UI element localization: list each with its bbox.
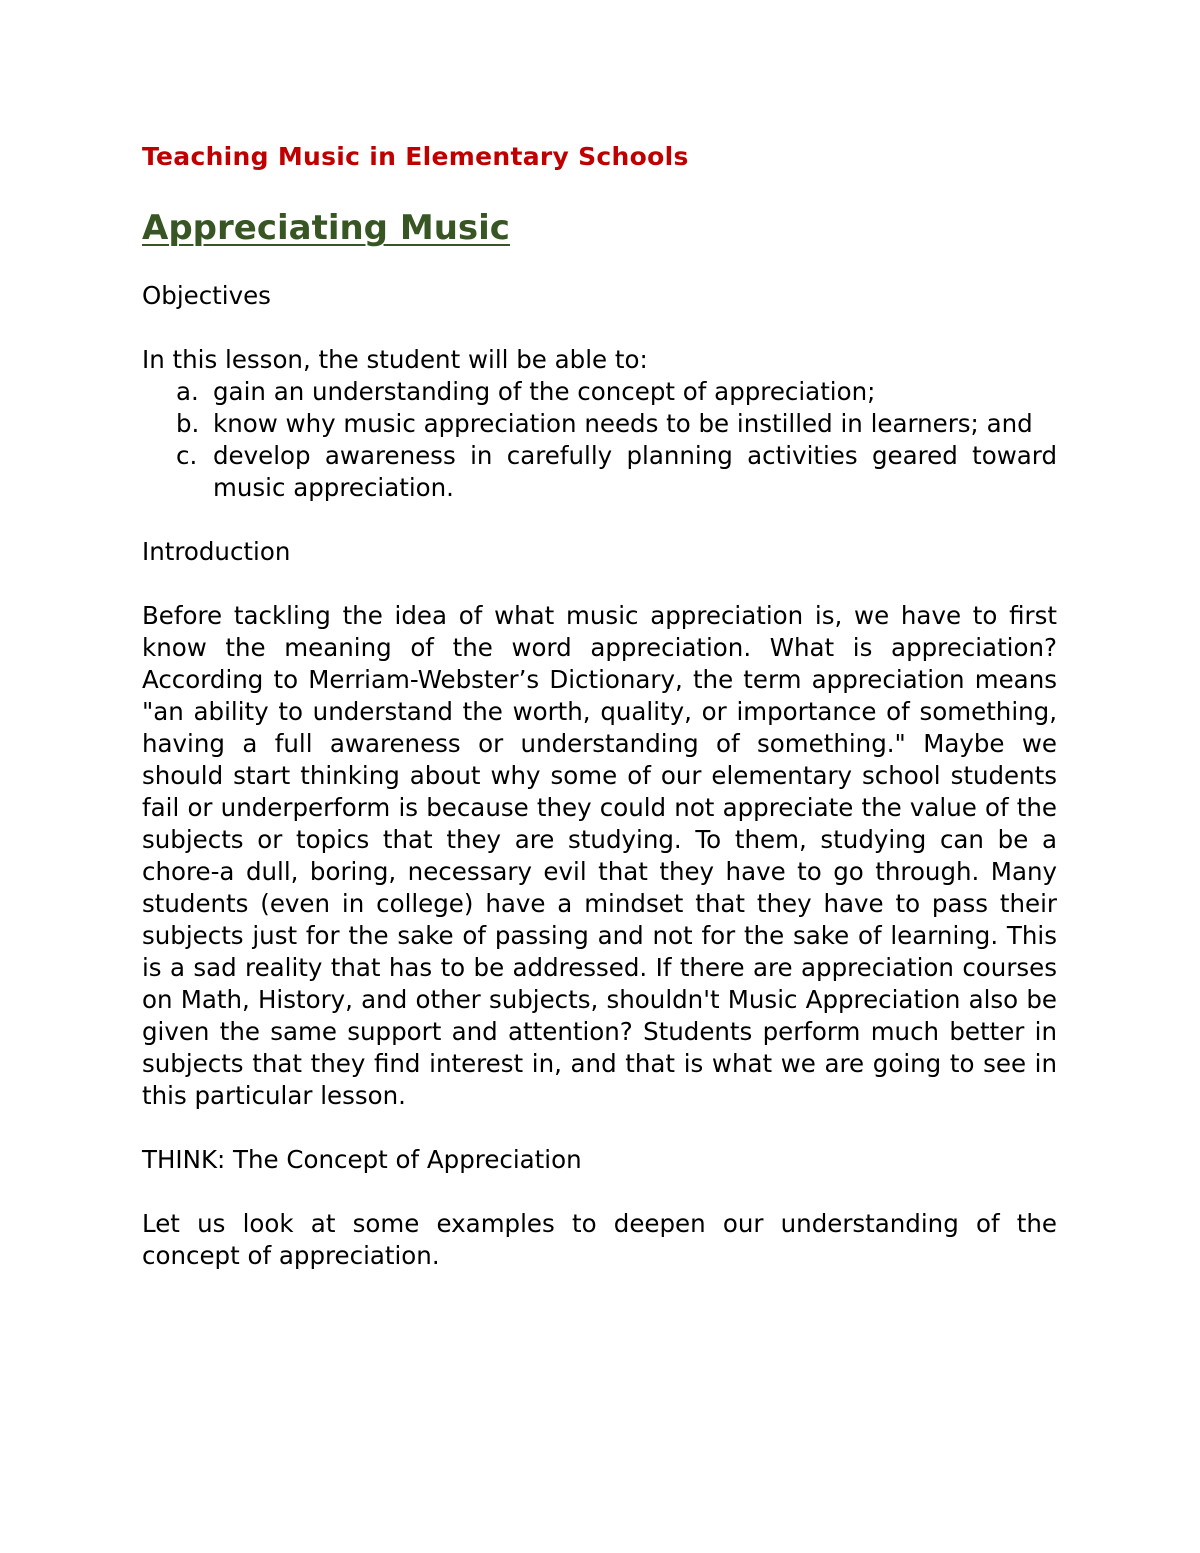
lesson-title: Appreciating Music <box>142 208 510 248</box>
list-marker: b. <box>176 409 200 438</box>
objective-text: develop awareness in carefully planning activities geared toward music appreciation. <box>213 441 1057 502</box>
list-marker: a. <box>176 377 199 406</box>
objective-item-c <box>142 440 1057 504</box>
objectives-list <box>142 376 1057 504</box>
objectives-intro: In this lesson, the student will be able to: <box>142 345 648 374</box>
think-heading: THINK: The Concept of Appreciation <box>142 1145 582 1174</box>
objectives-heading: Objectives <box>142 281 271 310</box>
objective-item-b <box>142 408 1057 440</box>
introduction-paragraph: Before tackling the idea of what music appreciation is, we have to first know the meaning of the word appreciation. What is appreciation? According to Merriam-Webster’s Dictionary, the term appreciation means "an ability to understand the worth, quality, or importance of something, having a full awareness or understanding of something." Maybe we should start thinking about why some of our elementary school students fail or underperform is because they could not appreciate the value of the subjects or topics that they are studying. To them, studying can be a chore-a dull, boring, necessary evil that they have to go through. Many students (even in college) have a mindset that they have to pass their subjects just for the sake of passing and not for the sake of learning. This is a sad reality that has to be addressed. If there are appreciation courses on Math, History, and other subjects, shouldn't Music Appreciation also be given the same support and attention? Students perform much better in subjects that they find interest in, and that is what we are going to see in this particular lesson. <box>142 601 1057 1110</box>
document-page <box>142 138 1057 1272</box>
course-title: Teaching Music in Elementary Schools <box>142 142 689 171</box>
closing-paragraph: Let us look at some examples to deepen our understanding of the concept of appreciation. <box>142 1209 1057 1270</box>
list-marker: c. <box>176 441 198 470</box>
objective-text: gain an understanding of the concept of appreciation; <box>213 377 876 406</box>
objective-text: know why music appreciation needs to be instilled in learners; and <box>213 409 1033 438</box>
introduction-heading: Introduction <box>142 537 291 566</box>
objective-item-a <box>142 376 1057 408</box>
